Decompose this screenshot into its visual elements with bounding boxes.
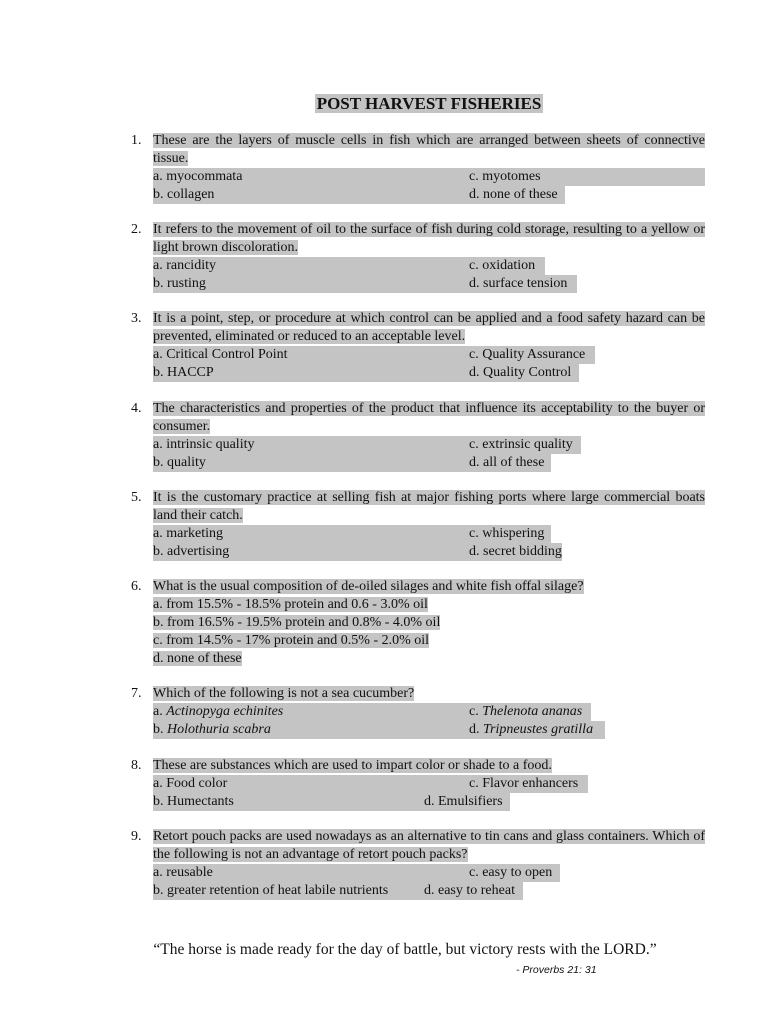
question-3 bbox=[131, 310, 705, 382]
options-row bbox=[153, 346, 705, 364]
question-stem: Which of the following is not a sea cucumber? bbox=[153, 686, 415, 701]
options-row bbox=[153, 543, 705, 561]
options-row bbox=[153, 186, 705, 204]
option-c: c. oxidation bbox=[469, 258, 536, 273]
question-number: 1. bbox=[131, 133, 142, 148]
closing-quote: “The horse is made ready for the day of battle, but victory rests with the LORD.” bbox=[153, 941, 657, 958]
option-c: c. Thelenota ananas bbox=[469, 704, 583, 719]
option-c: c. whispering bbox=[469, 526, 545, 541]
options-row bbox=[153, 721, 605, 739]
question-stem: These are the layers of muscle cells in fish which are arranged between sheets of connective tissue. bbox=[153, 133, 705, 166]
question-number: 8. bbox=[131, 758, 142, 773]
option-d: d. Emulsifiers bbox=[424, 794, 503, 809]
option-b: b. quality bbox=[153, 454, 551, 472]
question-number: 4. bbox=[131, 401, 142, 416]
options-row bbox=[153, 525, 705, 543]
option-d: d. secret bidding bbox=[469, 544, 562, 559]
question-number: 2. bbox=[131, 222, 142, 237]
question-number: 6. bbox=[131, 579, 142, 594]
option-a: a. myocommata bbox=[153, 169, 243, 184]
question-5 bbox=[131, 489, 705, 561]
question-stem: It is the customary practice at selling fish at major fishing ports where large commercial boats land their catch. bbox=[153, 490, 705, 523]
options-row bbox=[153, 168, 705, 186]
option-a: a. marketing bbox=[153, 525, 551, 543]
quote-reference: - Proverbs 21: 31 bbox=[516, 964, 597, 976]
option-c: c. from 14.5% - 17% protein and 0.5% - 2.0% oil bbox=[153, 633, 430, 648]
question-6 bbox=[131, 578, 705, 668]
options-row bbox=[153, 257, 705, 275]
option-a: a. reusable bbox=[153, 865, 213, 880]
option-a: a. from 15.5% - 18.5% protein and 0.6 - 3.0% oil bbox=[153, 597, 428, 612]
option-b: b. collagen bbox=[153, 186, 565, 204]
option-c: c. Flavor enhancers bbox=[469, 776, 579, 791]
question-stem: What is the usual composition of de-oiled silages and white fish offal silage? bbox=[153, 579, 584, 594]
option-b: b. Holothuria scabra bbox=[153, 722, 271, 737]
option-b: b. HACCP bbox=[153, 364, 579, 382]
option-d: d. none of these bbox=[469, 187, 558, 202]
option-c: c. easy to open bbox=[469, 865, 553, 880]
option-a: a. Food color bbox=[153, 776, 228, 791]
options-row bbox=[153, 775, 588, 793]
options-row bbox=[153, 364, 705, 382]
question-stem: Retort pouch packs are used nowadays as an alternative to tin cans and glass containers. Which of the following is not an advantage of retort pouch packs? bbox=[153, 829, 705, 862]
option-d: d. Quality Control bbox=[469, 365, 572, 380]
option-b: b. advertising bbox=[153, 543, 551, 561]
question-1 bbox=[131, 132, 705, 204]
option-b: b. rusting bbox=[153, 275, 577, 293]
question-number: 3. bbox=[131, 311, 142, 326]
question-number: 7. bbox=[131, 686, 142, 701]
option-d: d. all of these bbox=[469, 455, 545, 470]
options-row bbox=[153, 454, 705, 472]
question-number: 9. bbox=[131, 829, 142, 844]
option-a: a. intrinsic quality bbox=[153, 436, 581, 454]
question-number: 5. bbox=[131, 490, 142, 505]
option-a: a. Critical Control Point bbox=[153, 346, 595, 364]
question-stem: These are substances which are used to impart color or shade to a food. bbox=[153, 758, 552, 773]
option-d: d. none of these bbox=[153, 651, 242, 666]
options-row bbox=[153, 793, 510, 811]
question-4 bbox=[131, 400, 705, 472]
question-stem: It is a point, step, or procedure at which control can be applied and a food safety hazard can be prevented, eliminated or reduced to an acceptable level. bbox=[153, 311, 705, 344]
option-c: c. extrinsic quality bbox=[469, 437, 573, 452]
question-8 bbox=[131, 757, 705, 811]
question-7 bbox=[131, 685, 705, 739]
option-c: c. myotomes bbox=[469, 169, 541, 184]
options-row bbox=[153, 703, 591, 721]
option-b: b. Humectants bbox=[153, 794, 234, 809]
options-row bbox=[153, 275, 705, 293]
options-row bbox=[153, 864, 560, 882]
question-9 bbox=[131, 828, 705, 900]
options-row bbox=[153, 436, 705, 454]
option-b: b. from 16.5% - 19.5% protein and 0.8% - 4.0% oil bbox=[153, 615, 441, 630]
page-title: POST HARVEST FISHERIES bbox=[316, 94, 542, 113]
options-row bbox=[153, 882, 523, 900]
question-2 bbox=[131, 221, 705, 293]
question-stem: It refers to the movement of oil to the surface of fish during cold storage, resulting to a yellow or light brown discoloration. bbox=[153, 222, 705, 255]
option-d: d. Tripneustes gratilla bbox=[469, 722, 594, 737]
option-a: a. rancidity bbox=[153, 257, 545, 275]
option-b: b. greater retention of heat labile nutrients bbox=[153, 883, 389, 898]
option-a: a. Actinopyga echinites bbox=[153, 704, 284, 719]
option-d: d. easy to reheat bbox=[424, 883, 515, 898]
option-c: c. Quality Assurance bbox=[469, 347, 586, 362]
option-d: d. surface tension bbox=[469, 276, 568, 291]
question-stem: The characteristics and properties of the product that influence its acceptability to the buyer or consumer. bbox=[153, 401, 705, 434]
